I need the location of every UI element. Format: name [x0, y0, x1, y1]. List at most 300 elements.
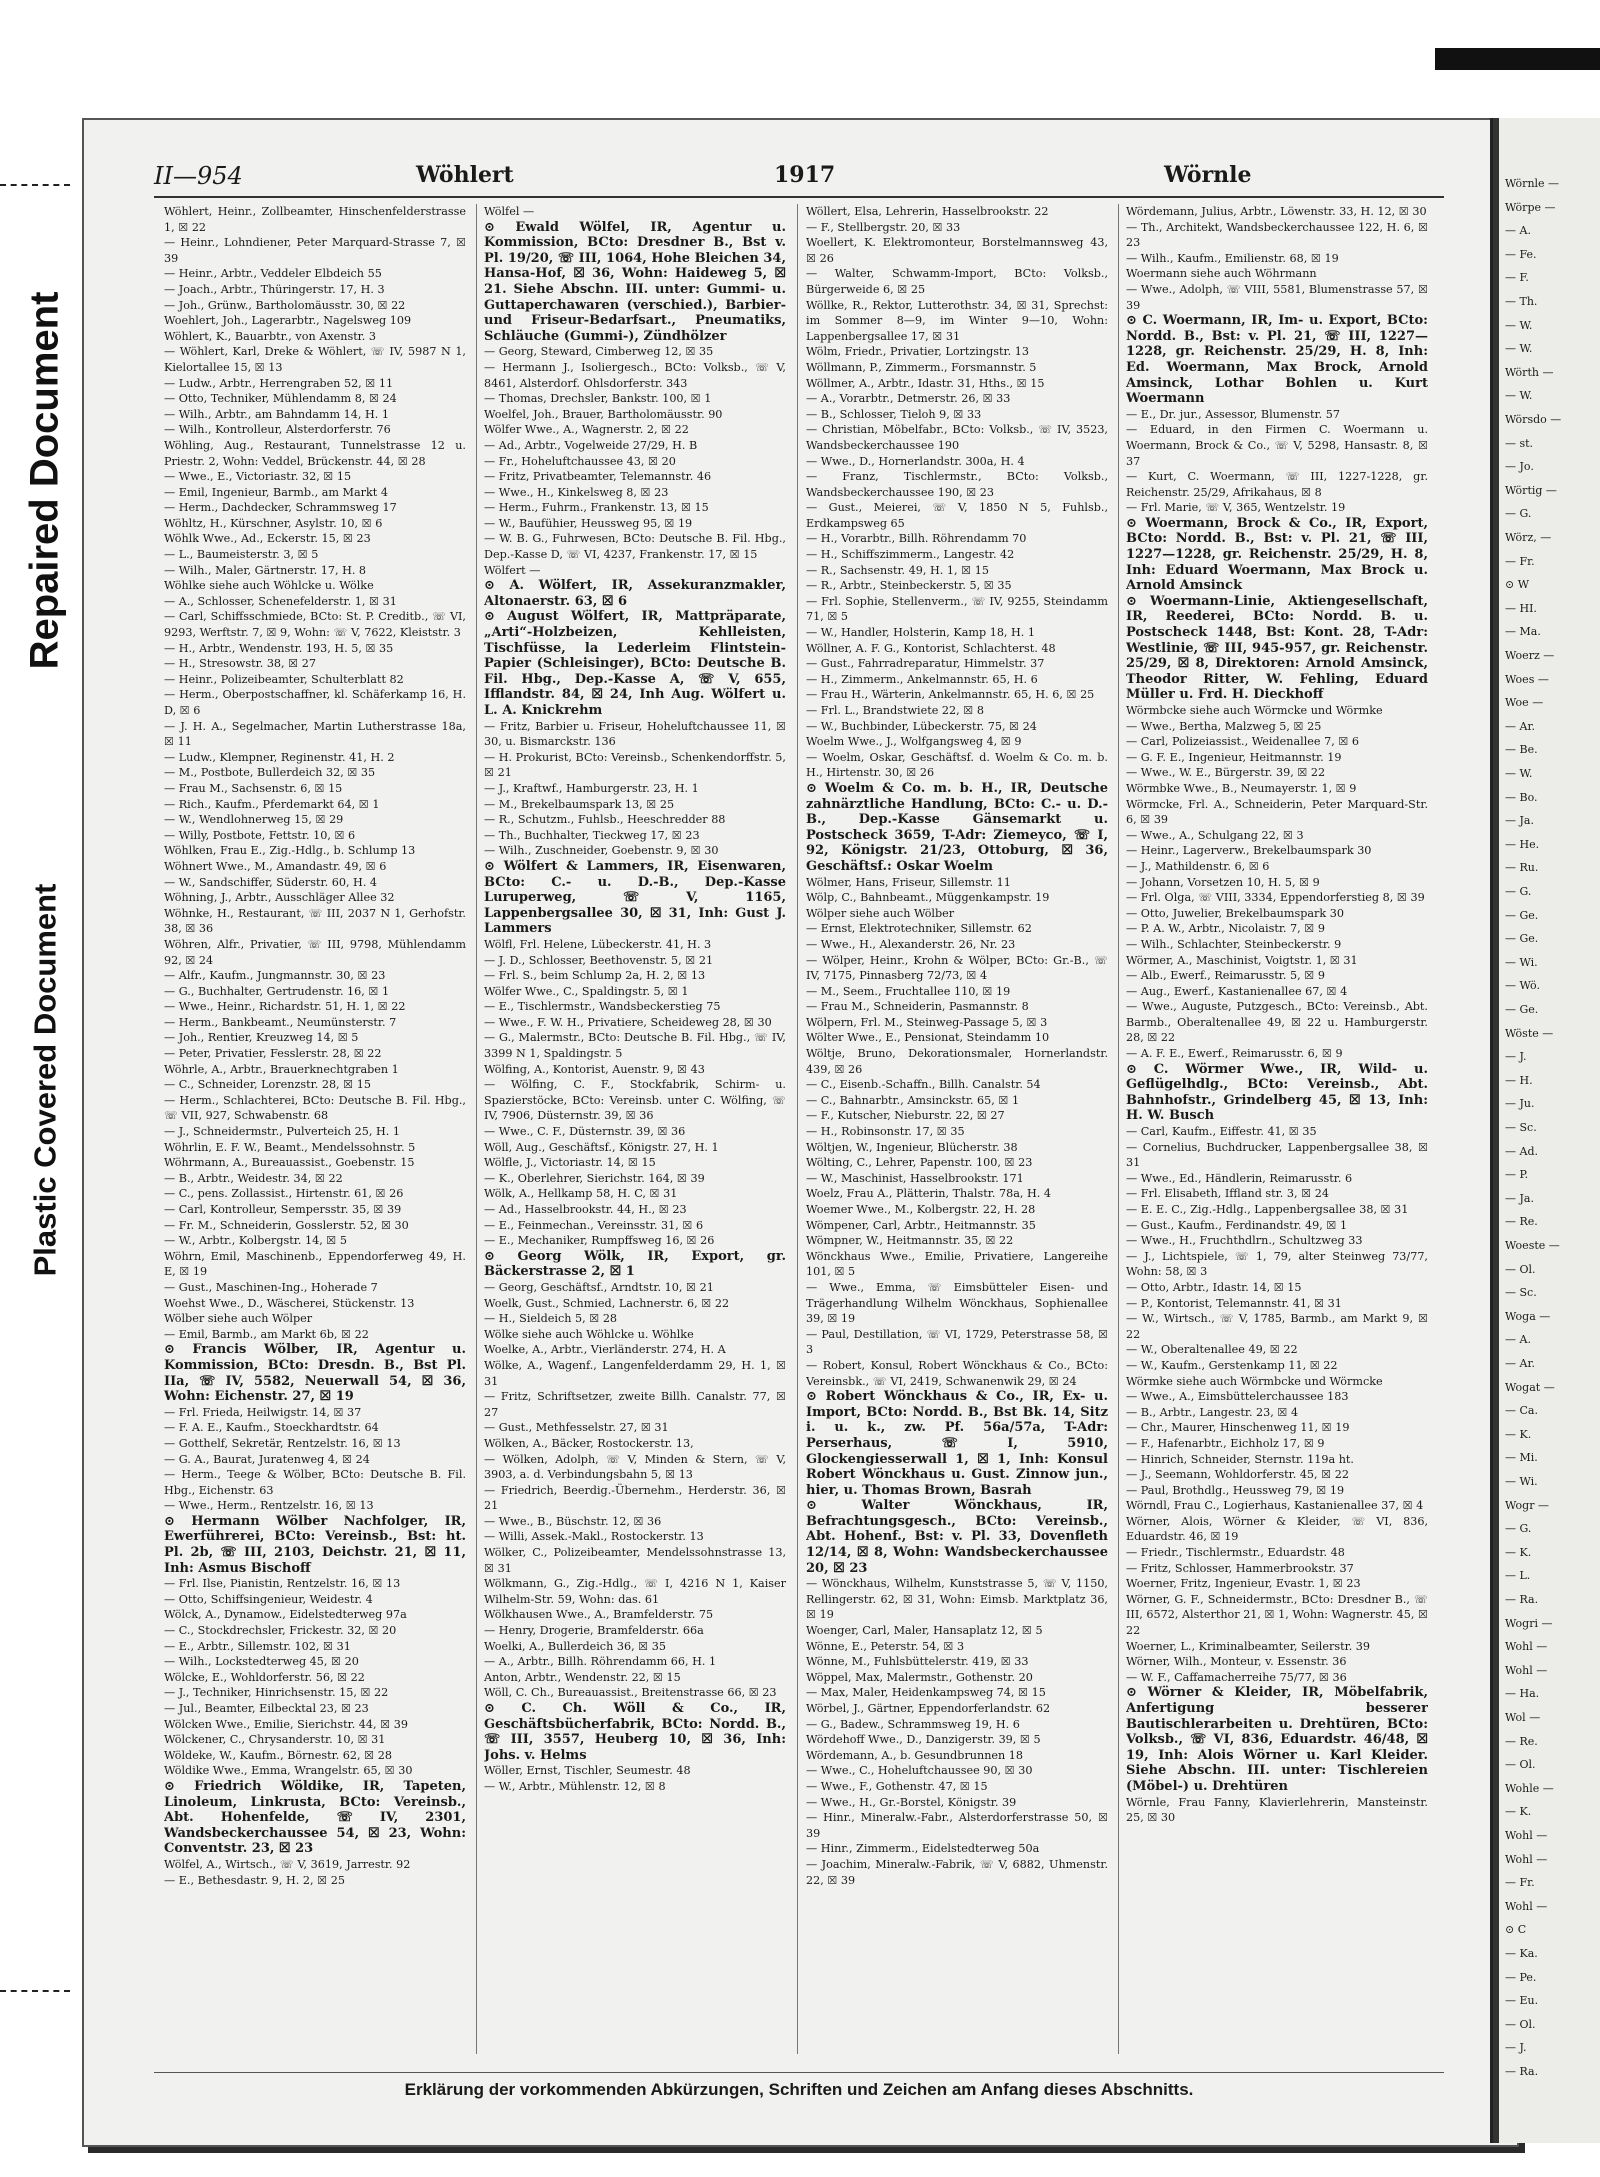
- directory-entry: Wöhnke, H., Restaurant, ☏ III, 2037 N 1, Gerhofstr. 38, ☒ 36: [164, 906, 466, 936]
- directory-entry: ⊙ Walter Wönckhaus, IR, Befrachtungsgesch., BCto: Vereinsb., Abt. Hohenf., Bst: v. Pl. 33, Dovenfleth 12/14, ☒ 8, Wohn: Wandsbeckerchaussee 20, ☒ 23: [806, 1498, 1108, 1576]
- next-page-fragment: — Ar.: [1505, 1357, 1535, 1370]
- directory-entry: — Herm., Dachdecker, Schrammsweg 17: [164, 501, 397, 515]
- directory-entry: — Alfr., Kaufm., Jungmannstr. 30, ☒ 23: [164, 969, 386, 983]
- directory-entry: — Herm., Oberpostschaffner, kl. Schäferkamp 16, H. D, ☒ 6: [164, 688, 466, 717]
- directory-entry: — Rich., Kaufm., Pferdemarkt 64, ☒ 1: [164, 797, 380, 811]
- next-page-fragment: — Fe.: [1505, 247, 1537, 261]
- next-page-fragment: Wörsdo —: [1505, 413, 1562, 426]
- directory-entry: — Carl, Schiffsschmiede, BCto: St. P. Creditb., ☏ VI, 9293, Werftstr. 7, ☒ 9, Wohn: ☏ V, 7622, Kleiststr. 3: [164, 610, 466, 640]
- directory-entry: — Carl, Kontrolleur, Sempersstr. 35, ☒ 39: [164, 1203, 402, 1216]
- directory-entry: — H. Prokurist, BCto: Vereinsb., Schenkendorffstr. 5, ☒ 21: [484, 750, 786, 780]
- next-page-fragment: Wol —: [1505, 1711, 1541, 1724]
- next-page-fragment: Wohl —: [1505, 1663, 1548, 1677]
- directory-entry: — E., Feinmechan., Vereinsstr. 31, ☒ 6: [484, 1218, 704, 1232]
- directory-entry: Wöppel, Max, Malermstr., Gothenstr. 20: [806, 1670, 1033, 1684]
- directory-entry: — Robert, Konsul, Robert Wönckhaus & Co., BCto: Vereinsbk., ☏ VI, 2419, Schwanenwik 29, ☒ 24: [806, 1358, 1108, 1388]
- directory-entry: ⊙ C. Wörmer Wwe., IR, Wild- u. Geflügelhdlg., BCto: Vereinsb., Abt. Bahnhofstr., Grindelberg 45, ☒ 13, Inh: H. W. Busch: [1126, 1061, 1428, 1124]
- directory-entry: Wöller, Ernst, Tischler, Seumestr. 48: [484, 1764, 691, 1778]
- directory-entry: Wölker, C., Polizeibeamter, Mendelssohnstrasse 13, ☒ 31: [484, 1546, 786, 1575]
- directory-entry: — B., Schlosser, Tieloh 9, ☒ 33: [806, 407, 982, 421]
- directory-entry: Wölfer Wwe., C., Spaldingstr. 5, ☒ 1: [484, 984, 689, 998]
- directory-entry: — Friedr., Tischlermstr., Eduardstr. 48: [1126, 1546, 1345, 1560]
- directory-entry: — Herm., Bankbeamt., Neumünsterstr. 7: [164, 1015, 397, 1029]
- directory-entry: Wölke siehe auch Wöhlcke u. Wöhlke: [484, 1327, 694, 1341]
- directory-entry: — Otto, Schiffsingenieur, Weidestr. 4: [164, 1592, 373, 1606]
- directory-entry: — Wwe., Herm., Rentzelstr. 16, ☒ 13: [164, 1499, 374, 1513]
- directory-entry: — E., Arbtr., Sillemstr. 102, ☒ 31: [164, 1639, 351, 1653]
- directory-entry: — Wölken, Adolph, ☏ V, Minden & Stern, ☏ V, 3903, a. d. Verbindungsbahn 5, ☒ 13: [484, 1452, 786, 1482]
- directory-entry: — F., Hafenarbtr., Eichholz 17, ☒ 9: [1126, 1436, 1325, 1450]
- directory-entry: — Otto, Techniker, Mühlendamm 8, ☒ 24: [164, 392, 397, 406]
- directory-entry: Wöhrmann, A., Bureauassist., Goebenstr. 15: [164, 1156, 415, 1170]
- next-page-fragment: — Ja.: [1505, 814, 1534, 828]
- next-page-fragment: Wohl —: [1505, 1829, 1548, 1842]
- directory-entry: — Fr., Hoheluftchaussee 43, ☒ 20: [484, 454, 676, 468]
- next-page-fragment: — Ge.: [1505, 932, 1539, 946]
- directory-entry: — Max, Maler, Heidenkampsweg 74, ☒ 15: [806, 1686, 1046, 1700]
- next-page-fragment: — G.: [1505, 885, 1532, 898]
- directory-entry: — Wwe., H., Kinkelsweg 8, ☒ 23: [484, 485, 669, 499]
- directory-entry: Wöhren, Alfr., Privatier, ☏ III, 9798, Mühlendamm 92, ☒ 24: [164, 937, 466, 967]
- directory-entry: ⊙ Francis Wölber, IR, Agentur u. Kommission, BCto: Dresdn. B., Bst Pl. IIa, ☏ IV, 5582, Neuerwall 54, ☒ 36, Wohn: Eichenstr. 27, ☒ 19: [164, 1342, 466, 1405]
- directory-entry: — F., Stellbergstr. 20, ☒ 33: [806, 220, 961, 234]
- directory-entry: Woelki, A., Bullerdeich 36, ☒ 35: [484, 1639, 666, 1653]
- directory-entry: — Wwe., H., Fruchthdlrn., Schultzweg 33: [1126, 1234, 1363, 1248]
- directory-entry: — E., Dr. jur., Assessor, Blumenstr. 57: [1126, 407, 1341, 421]
- column-divider: [1118, 204, 1119, 2054]
- directory-entry: Wöltje, Bruno, Dekorationsmaler, Hornerlandstr. 439, ☒ 26: [806, 1047, 1108, 1076]
- directory-entry: Wölk, A., Hellkamp 58, H. C, ☒ 31: [484, 1187, 678, 1201]
- next-page-fragment: — K.: [1505, 1545, 1532, 1559]
- directory-entry: — Herm., Fuhrm., Frankenstr. 13, ☒ 15: [484, 501, 709, 515]
- directory-entry: — Carl, Kaufm., Eiffestr. 41, ☒ 35: [1126, 1125, 1317, 1139]
- directory-entry: — G., Badew., Schrammsweg 19, H. 6: [806, 1717, 1020, 1731]
- next-page-fragment: Wörtig —: [1505, 483, 1557, 497]
- directory-entry: — Johann, Vorsetzen 10, H. 5, ☒ 9: [1126, 875, 1320, 889]
- directory-entry: Wömpener, Carl, Arbtr., Heitmannstr. 35: [806, 1218, 1036, 1232]
- directory-entry: — H., Schiffszimmerm., Langestr. 42: [806, 548, 1015, 562]
- directory-entry: — H., Zimmerm., Ankelmannstr. 65, H. 6: [806, 672, 1038, 686]
- directory-entry: Wörmke siehe auch Wörmbcke und Wörmcke: [1126, 1374, 1383, 1388]
- directory-entry: — Gust., Methfesselstr. 27, ☒ 31: [484, 1421, 669, 1435]
- directory-entry: — Gust., Fahrradreparatur, Himmelstr. 37: [806, 657, 1045, 671]
- directory-entry: Wölcken Wwe., Emilie, Sierichstr. 44, ☒ 39: [164, 1717, 408, 1731]
- directory-entry: Wölpern, Frl. M., Steinweg-Passage 5, ☒ 3: [806, 1015, 1048, 1029]
- directory-entry: — Fr. M., Schneiderin, Gosslerstr. 52, ☒ 30: [164, 1218, 409, 1232]
- directory-entry: — Wwe., H., Alexanderstr. 26, Nr. 23: [806, 937, 1016, 951]
- directory-entry: — E. E. C., Zig.-Hdlg., Lappenbergsallee 38, ☒ 31: [1126, 1203, 1409, 1216]
- directory-entry: — F. A. E., Kaufm., Stoeckhardtstr. 64: [164, 1421, 379, 1435]
- directory-entry: Woerner, L., Kriminalbeamter, Seilerstr. 39: [1126, 1639, 1371, 1653]
- next-page-fragment: — Wi.: [1505, 1475, 1538, 1488]
- directory-entry: — Fritz, Schriftsetzer, zweite Billh. Canalstr. 77, ☒ 27: [484, 1390, 786, 1419]
- directory-entry: — C., pens. Zollassist., Hirtenstr. 61, ☒ 26: [164, 1187, 404, 1201]
- directory-entry: — G. A., Baurat, Juratenweg 4, ☒ 24: [164, 1452, 370, 1466]
- next-page-fragment: — W.: [1505, 342, 1533, 356]
- directory-entry: Wöltjen, W., Ingenieur, Blücherstr. 38: [806, 1140, 1018, 1154]
- next-page-fragment: Wohl —: [1505, 1899, 1548, 1913]
- directory-entry: — Ernst, Elektrotechniker, Sillemstr. 62: [806, 922, 1032, 936]
- directory-entry: — Joachim, Mineralw.-Fabrik, ☏ V, 6882, Uhmenstr. 22, ☒ 39: [806, 1857, 1108, 1887]
- next-page-fragment: — A.: [1505, 224, 1531, 238]
- next-page-fragment: — Ha.: [1505, 1687, 1540, 1701]
- directory-entry: — B., Arbtr., Weidestr. 34, ☒ 22: [164, 1171, 343, 1185]
- directory-entry: — Herm., Schlachterei, BCto: Deutsche B. Fil. Hbg., ☏ VII, 927, Schwabenstr. 68: [164, 1093, 466, 1123]
- directory-entry: — Cornelius, Buchdrucker, Lappenbergsallee 38, ☒ 31: [1126, 1140, 1428, 1170]
- directory-entry: — W., Wirtsch., ☏ V, 1785, Barmb., am Markt 9, ☒ 22: [1126, 1312, 1428, 1341]
- directory-entry: Wömpner, W., Heitmannstr. 35, ☒ 22: [806, 1234, 1014, 1248]
- directory-entry: Wölter Wwe., E., Pensionat, Steindamm 10: [806, 1031, 1050, 1045]
- directory-entry: Wöhling, Aug., Restaurant, Tunnelstrasse 12 u. Priestr. 2, Wohn: Veddel, Brückenstr. 44, ☒ 28: [164, 438, 466, 468]
- directory-entry: — A., Vorarbtr., Detmerstr. 26, ☒ 33: [806, 392, 1011, 406]
- directory-entry: — Willi, Assek.-Makl., Rostockerstr. 13: [484, 1530, 704, 1544]
- directory-entry: — Wwe., W. E., Bürgerstr. 39, ☒ 22: [1126, 766, 1326, 780]
- directory-entry: Wöhnert Wwe., M., Amandastr. 49, ☒ 6: [164, 859, 387, 873]
- directory-entry: — J., Schneidermstr., Pulverteich 25, H. 1: [164, 1125, 400, 1139]
- directory-entry: Wöhlert, K., Bauarbtr., von Axenstr. 3: [164, 329, 377, 343]
- directory-entry: — Wwe., Ed., Händlerin, Reimarusstr. 6: [1126, 1171, 1353, 1185]
- next-page-fragment: — Mi.: [1505, 1451, 1538, 1465]
- directory-entry: — Wilh., Lockstedterweg 45, ☒ 20: [164, 1655, 359, 1669]
- column-divider: [476, 204, 477, 2054]
- next-page-fragment: — Ol.: [1505, 1758, 1536, 1772]
- directory-entry: — Heinr., Lagerverw., Brekelbaumspark 30: [1126, 844, 1372, 858]
- directory-entry: — R., Schutzm., Fuhlsb., Heeschredder 88: [484, 813, 726, 827]
- directory-entry: — Ad., Arbtr., Vogelweide 27/29, H. B: [484, 438, 698, 452]
- directory-entry: — P., Kontorist, Telemannstr. 41, ☒ 31: [1126, 1296, 1342, 1310]
- directory-entry: — Gotthelf, Sekretär, Rentzelstr. 16, ☒ 13: [164, 1436, 401, 1450]
- directory-entry: Wörnle, Frau Fanny, Klavierlehrerin, Mansteinstr. 25, ☒ 30: [1126, 1795, 1428, 1825]
- next-page-fragment: Wörz, —: [1505, 531, 1552, 544]
- next-page-fragment: — Ca.: [1505, 1404, 1538, 1418]
- directory-entry: Wöllke, R., Rektor, Lutterothstr. 34, ☒ 31, Sprechst: im Sommer 8—9, im Winter 9—10, Wohn: Lappenbergsallee 17, ☒ 31: [806, 298, 1108, 343]
- directory-entry: — Hinr., Zimmerm., Eidelstedterweg 50a: [806, 1842, 1040, 1856]
- next-page-fragment: — K.: [1505, 1427, 1532, 1441]
- directory-entry: — Wilh., Kontrolleur, Alsterdorferstr. 76: [164, 423, 391, 437]
- directory-entry: Wöll, C. Ch., Bureauassist., Breitenstrasse 66, ☒ 23: [484, 1686, 777, 1700]
- directory-entry: — Wwe., E., Victoriastr. 32, ☒ 15: [164, 470, 352, 484]
- directory-entry: — P. A. W., Arbtr., Nicolaistr. 7, ☒ 9: [1126, 922, 1325, 936]
- directory-entry: — W., Kaufm., Gerstenkamp 11, ☒ 22: [1126, 1358, 1338, 1372]
- directory-entry: Woelfel, Joh., Brauer, Bartholomäusstr. 90: [484, 407, 723, 421]
- next-page-fragment: Wogr —: [1505, 1498, 1549, 1512]
- directory-entry: Wöhltz, H., Kürschner, Asylstr. 10, ☒ 6: [164, 516, 383, 530]
- directory-entry: — M., Postbote, Bullerdeich 32, ☒ 35: [164, 766, 376, 780]
- next-page-fragment: Woe —: [1505, 696, 1544, 710]
- directory-entry: — Wwe., F., Gothenstr. 47, ☒ 15: [806, 1779, 988, 1793]
- next-page-edge: [1490, 118, 1600, 2143]
- directory-entry: Wörbel, J., Gärtner, Eppendorferlandstr. 62: [806, 1702, 1051, 1715]
- directory-column-2: [484, 204, 786, 2104]
- next-page-fragment: — Bo.: [1505, 790, 1538, 804]
- directory-entry: Wönne, E., Peterstr. 54, ☒ 3: [806, 1639, 965, 1653]
- header-year: 1917: [774, 162, 836, 188]
- directory-entry: — Peter, Privatier, Fesslerstr. 28, ☒ 22: [164, 1047, 382, 1061]
- next-page-fragment: — Ge.: [1505, 1003, 1539, 1016]
- directory-column-3: [806, 204, 1108, 2104]
- directory-entry: Woerner, Fritz, Ingenieur, Evastr. 1, ☒ 23: [1126, 1577, 1361, 1591]
- directory-entry: — Wwe., A., Eimsbüttelerchaussee 183: [1126, 1390, 1349, 1404]
- directory-entry: Wöllmann, P., Zimmerm., Forsmannstr. 5: [806, 360, 1037, 374]
- scan-edge-mark-top: [0, 184, 70, 186]
- directory-entry: Wörner, Wilh., Monteur, v. Essenstr. 36: [1126, 1655, 1347, 1669]
- directory-entry: Anton, Arbtr., Wendenstr. 22, ☒ 15: [484, 1670, 681, 1684]
- directory-entry: — H., Stresowstr. 38, ☒ 27: [164, 657, 316, 671]
- page-header: [154, 162, 1444, 192]
- directory-entry: — Wilh., Arbtr., am Bahndamm 14, H. 1: [164, 407, 390, 421]
- directory-entry: — C., Eisenb.-Schaffn., Billh. Canalstr. 54: [806, 1078, 1041, 1092]
- directory-entry: — Wwe., B., Büschstr. 12, ☒ 36: [484, 1514, 662, 1528]
- repaired-document-text: Repaired Document: [22, 291, 67, 669]
- directory-entry: Wörmbke Wwe., B., Neumayerstr. 1, ☒ 9: [1126, 781, 1357, 795]
- next-page-fragment: — W.: [1505, 767, 1533, 780]
- directory-entry: — Wwe., C. F., Düsternstr. 39, ☒ 36: [484, 1125, 686, 1139]
- directory-entry: — Walter, Schwamm-Import, BCto: Volksb., Bürgerweide 6, ☒ 25: [806, 267, 1108, 296]
- directory-entry: — W., Baufühier, Heussweg 95, ☒ 19: [484, 516, 693, 530]
- directory-entry: — Frl. L., Brandstwiete 22, ☒ 8: [806, 704, 984, 717]
- directory-entry: — Wölfing, C. F., Stockfabrik, Schirm- u. Spazierstöcke, BCto: Vereinsb. unter C. Wölfing, ☏ IV, 7906, Düsternstr. 39, ☒ 36: [484, 1078, 786, 1123]
- next-page-fragment: Wöste —: [1505, 1026, 1554, 1040]
- directory-entry: — Frl. Marie, ☏ V, 365, Wentzelstr. 19: [1126, 501, 1346, 515]
- directory-entry: — Frl. Olga, ☏ VIII, 3334, Eppendorferstieg 8, ☒ 39: [1126, 891, 1425, 905]
- directory-entry: ⊙ August Wölfert, IR, Mattpräparate, „Arti“-Holzbeizen, Kehlleisten, Tischfüsse, la Lederleim Flintstein-Papier (Schleisinger), BCto: Deutsche B. Fil. Hbg., Dep.-Kasse A, ☏ V, 655, Ifflandstr. 84, ☒ 24, Inh Aug. Wölfert u. L. A. Knickrehm: [484, 609, 786, 718]
- next-page-fragment: — Ol.: [1505, 2017, 1536, 2031]
- directory-entry: — Heinr., Arbtr., Veddeler Elbdeich 55: [164, 267, 382, 281]
- directory-entry: — Ludw., Arbtr., Herrengraben 52, ☒ 11: [164, 376, 394, 390]
- directory-entry: — Hermann J., Isoliergesch., BCto: Volksb., ☏ V, 8461, Alsterdorf. Ohlsdorferstr. 343: [484, 360, 786, 390]
- directory-entry: Wörndl, Frau C., Logierhaus, Kastanienallee 37, ☒ 4: [1126, 1499, 1424, 1513]
- next-page-fragment: — Fr.: [1505, 1876, 1535, 1890]
- directory-entry: — Fritz, Privatbeamter, Telemannstr. 46: [484, 470, 712, 484]
- directory-entry: Wördehoff Wwe., D., Danzigerstr. 39, ☒ 5: [806, 1733, 1041, 1747]
- directory-entry: — Wönckhaus, Wilhelm, Kunststrasse 5, ☏ V, 1150, Rellingerstr. 62, ☒ 31, Wohn: Eimsb. Marktplatz 36, ☒ 19: [806, 1577, 1108, 1622]
- directory-entry: — Wwe., H., Gr.-Borstel, Königstr. 39: [806, 1795, 1017, 1809]
- directory-entry: — Wwe., C., Hoheluftchaussee 90, ☒ 30: [806, 1764, 1033, 1778]
- directory-column-4: [1126, 204, 1428, 2104]
- next-page-fragment: Woeste —: [1505, 1239, 1560, 1252]
- next-page-fragment: — Re.: [1505, 1215, 1538, 1229]
- directory-entry: — Gust., Maschinen-Ing., Hoherade 7: [164, 1280, 378, 1294]
- directory-entry: — Friedrich, Beerdig.-Übernehm., Herderstr. 36, ☒ 21: [484, 1483, 786, 1513]
- directory-entry: — Willy, Postbote, Fettstr. 10, ☒ 6: [164, 828, 356, 842]
- directory-entry: — W., Arbtr., Mühlenstr. 12, ☒ 8: [484, 1779, 666, 1793]
- directory-entry: Wöhrn, Emil, Maschinenb., Eppendorferweg 49, H. E, ☒ 19: [164, 1249, 466, 1279]
- directory-entry: — K., Oberlehrer, Sierichstr. 164, ☒ 39: [484, 1171, 705, 1185]
- directory-entry: Wöll, Aug., Geschäftsf., Königstr. 27, H. 1: [484, 1140, 719, 1154]
- directory-entry: — A., Arbtr., Billh. Röhrendamm 66, H. 1: [484, 1655, 717, 1669]
- directory-entry: Wölper siehe auch Wölber: [806, 906, 955, 920]
- directory-entry: — Gust., Meierei, ☏ V, 1850 N 5, Fuhlsb., Erdkampsweg 65: [806, 501, 1108, 530]
- directory-entry: Wölken, A., Bäcker, Rostockerstr. 13,: [484, 1436, 694, 1450]
- directory-entry: Woelm Wwe., J., Wolfgangsweg 4, ☒ 9: [806, 735, 1022, 749]
- directory-entry: — J., Mathildenstr. 6, ☒ 6: [1126, 859, 1270, 873]
- directory-entry: Wönne, M., Fuhlsbüttelerstr. 419, ☒ 33: [806, 1655, 1029, 1669]
- directory-entry: — R., Arbtr., Steinbeckerstr. 5, ☒ 35: [806, 579, 1012, 593]
- directory-entry: Wöllert, Elsa, Lehrerin, Hasselbrookstr. 22: [806, 205, 1049, 218]
- next-page-fragment: — K.: [1505, 1805, 1532, 1819]
- directory-entry: Woenger, Carl, Maler, Hansaplatz 12, ☒ 5: [806, 1624, 1043, 1638]
- next-page-fragment: — P.: [1505, 1168, 1529, 1182]
- directory-entry: — G. F. E., Ingenieur, Heitmannstr. 19: [1126, 750, 1342, 764]
- directory-entry: Wölfle, J., Victoriastr. 14, ☒ 15: [484, 1156, 656, 1170]
- plastic-covered-label: [10, 800, 80, 1360]
- directory-entry: Woehlert, Joh., Lagerarbtr., Nagelsweg 109: [164, 314, 412, 328]
- directory-entry: Wördemann, Julius, Arbtr., Löwenstr. 33, H. 12, ☒ 30: [1126, 205, 1427, 218]
- directory-entry: ⊙ Ewald Wölfel, IR, Agentur u. Kommission, BCto: Dresdner B., Bst v. Pl. 19/20, ☏ III, 1064, Hohe Bleichen 34, Hansa-Hof, ☒ 36, Wohn: Haideweg 5, ☒ 21. Siehe Abschn. III. unter: Gummi- u. Guttaperchawaren (verschied.), Barbier- und Friseur-Bedarfsart., Pneumatiks, Schläuche (Gummi-), Zündhölzer: [484, 219, 786, 344]
- directory-entry: — Joach., Arbtr., Thüringerstr. 17, H. 3: [164, 282, 385, 296]
- directory-entry: — Wwe., D., Hornerlandstr. 300a, H. 4: [806, 454, 1025, 468]
- directory-entry: — Frl. S., beim Schlump 2a, H. 2, ☒ 13: [484, 969, 706, 983]
- directory-entry: — Joh., Grünw., Bartholomäusstr. 30, ☒ 22: [164, 298, 406, 312]
- next-page-fragment: Wogat —: [1505, 1380, 1555, 1394]
- next-page-fragment: — J.: [1505, 1050, 1527, 1064]
- next-page-fragment: — F.: [1505, 271, 1529, 285]
- next-page-fragment: ⊙ W: [1505, 578, 1530, 592]
- next-page-fragment: — He.: [1505, 837, 1540, 851]
- next-page-fragment: — Sc.: [1505, 1286, 1537, 1300]
- next-page-fragment: — G.: [1505, 507, 1532, 521]
- directory-entry: — Paul, Brothdlg., Heussweg 79, ☒ 19: [1126, 1483, 1345, 1497]
- directory-entry: — Wilh., Schlachter, Steinbeckerstr. 9: [1126, 937, 1342, 951]
- next-page-fragment: Wohl —: [1505, 1852, 1548, 1866]
- next-page-fragment: — Ma.: [1505, 625, 1541, 639]
- next-page-fragment: — Eu.: [1505, 1994, 1539, 2008]
- next-page-fragment: — Ka.: [1505, 1947, 1538, 1960]
- directory-entry: — C., Bahnarbtr., Amsinckstr. 65, ☒ 1: [806, 1093, 1020, 1107]
- directory-entry: — W., Wendlohnerweg 15, ☒ 29: [164, 813, 344, 827]
- directory-entry: — Joh., Rentier, Kreuzweg 14, ☒ 5: [164, 1031, 359, 1045]
- directory-entry: — R., Sachsenstr. 49, H. 1, ☒ 15: [806, 563, 989, 577]
- directory-entry: — H., Arbtr., Wendenstr. 193, H. 5, ☒ 35: [164, 641, 394, 655]
- directory-entry: Wörmbcke siehe auch Wörmcke und Wörmke: [1126, 704, 1383, 717]
- directory-entry: Woelke, A., Arbtr., Vierländerstr. 274, H. A: [484, 1343, 726, 1357]
- directory-entry: — M., Brekelbaumspark 13, ☒ 25: [484, 797, 675, 811]
- header-rule: [154, 196, 1444, 198]
- next-page-fragment: — HI.: [1505, 601, 1537, 615]
- repaired-document-label: [10, 200, 80, 760]
- next-page-fragment: — Th.: [1505, 295, 1538, 308]
- directory-entry: — Henry, Drogerie, Bramfelderstr. 66a: [484, 1624, 704, 1638]
- directory-entry: — Jul., Beamter, Eilbecktal 23, ☒ 23: [164, 1702, 369, 1715]
- directory-entry: — Wwe., Emma, ☏ Eimsbütteler Eisen- und Trägerhandlung Wilhelm Wönckhaus, Sophienallee 39, ☒ 19: [806, 1280, 1108, 1326]
- directory-entry: Wörmcke, Frl. A., Schneiderin, Peter Marquard-Str. 6, ☒ 39: [1126, 797, 1428, 827]
- directory-entry: — E., Tischlermstr., Wandsbeckerstieg 75: [484, 1000, 721, 1014]
- directory-entry: Wölfl, Frl. Helene, Lübeckerstr. 41, H. 3: [484, 937, 712, 951]
- directory-entry: — Thomas, Drechsler, Bankstr. 100, ☒ 1: [484, 392, 712, 406]
- directory-entry: Wörmer, A., Maschinist, Voigtstr. 1, ☒ 31: [1126, 953, 1358, 967]
- directory-entry: — H., Sieldeich 5, ☒ 28: [484, 1312, 618, 1326]
- directory-entry: — Wwe., A., Schulgang 22, ☒ 3: [1126, 828, 1304, 842]
- directory-entry: ⊙ A. Wölfert, IR, Assekuranzmakler, Altonaerstr. 63, ☒ 6: [484, 578, 786, 609]
- directory-entry: — Christian, Möbelfabr., BCto: Volksb., ☏ IV, 3523, Wandsbeckerchaussee 190: [806, 423, 1108, 452]
- next-page-fragment: — Jo.: [1505, 460, 1534, 474]
- directory-entry: Woelz, Frau A., Plätterin, Thalstr. 78a, H. 4: [806, 1187, 1051, 1201]
- directory-entry: Woelk, Gust., Schmied, Lachnerstr. 6, ☒ 22: [484, 1296, 730, 1310]
- directory-entry: — E., Bethesdastr. 9, H. 2, ☒ 25: [164, 1873, 345, 1887]
- directory-entry: — J., Kraftwf., Hamburgerstr. 23, H. 1: [484, 781, 699, 795]
- directory-entry: — F., Kutscher, Nieburstr. 22, ☒ 27: [806, 1109, 1005, 1123]
- directory-entry: — Chr., Maurer, Hinschenweg 11, ☒ 19: [1126, 1421, 1350, 1435]
- next-page-fragment: — Be.: [1505, 743, 1538, 757]
- directory-entry: Wölfel —: [484, 205, 535, 218]
- next-page-fragment: Wohl —: [1505, 1640, 1548, 1654]
- directory-entry: — A., Schlosser, Schenefelderstr. 1, ☒ 31: [164, 594, 397, 608]
- directory-entry: — Heinr., Lohndiener, Peter Marquard-Strasse 7, ☒ 39: [164, 236, 466, 265]
- directory-entry: Wörner, Alois, Wörner & Kleider, ☏ VI, 836, Eduardstr. 46, ☒ 19: [1126, 1514, 1428, 1544]
- directory-entry: — J. H. A., Segelmacher, Martin Lutherstrasse 18a, ☒ 11: [164, 719, 466, 749]
- directory-entry: — A. F. E., Ewerf., Reimarusstr. 6, ☒ 9: [1126, 1047, 1343, 1061]
- directory-entry: — Wwe., Auguste, Putzgesch., BCto: Vereinsb., Abt. Barmb., Oberaltenallee 49, ☒ 22 u. Hamburgerstr. 28, ☒ 22: [1126, 1000, 1428, 1045]
- directory-entry: — Frau H., Wärterin, Ankelmannstr. 65, H. 6, ☒ 25: [806, 688, 1095, 702]
- directory-entry: Wölfing, A., Kontorist, Auenstr. 9, ☒ 43: [484, 1062, 705, 1076]
- directory-entry: — W., Handler, Holsterin, Kamp 18, H. 1: [806, 626, 1036, 640]
- directory-entry: Wöllner, A. F. G., Kontorist, Schlachterst. 48: [806, 641, 1056, 655]
- directory-entry: — J., Lichtspiele, ☏ 1, 79, alter Steinweg 73/77, Wohn: 58, ☒ 3: [1126, 1249, 1428, 1279]
- directory-entry: — Georg, Steward, Cimberweg 12, ☒ 35: [484, 345, 714, 359]
- directory-entry: Wöldeke, W., Kaufm., Börnestr. 62, ☒ 28: [164, 1748, 392, 1762]
- next-page-fragment: — Pe.: [1505, 1970, 1537, 1984]
- directory-entry: Wölfert —: [484, 563, 541, 577]
- directory-entry: — Frl. Ilse, Pianistin, Rentzelstr. 16, ☒ 13: [164, 1577, 401, 1591]
- page-number: II—954: [154, 162, 243, 190]
- next-page-fragment: Woerz —: [1505, 649, 1555, 662]
- directory-entry: — Wwe., Heinr., Richardstr. 51, H. 1, ☒ 22: [164, 1000, 406, 1014]
- directory-entry: — Th., Buchhalter, Tieckweg 17, ☒ 23: [484, 828, 700, 842]
- directory-entry: ⊙ C. Ch. Wöll & Co., IR, Geschäftsbücherfabrik, BCto: Nordd. B., ☏ III, 3557, Heuberg 10, ☒ 36, Inh: Johs. v. Helms: [484, 1701, 786, 1763]
- directory-entry: Wölber siehe auch Wölper: [164, 1312, 313, 1326]
- directory-entry: ⊙ Woermann-Linie, Aktiengesellschaft, IR, Reederei, BCto: Nordd. B. u. Postscheck 1448, Bst: Kont. 28, T-Adr: Westlinie, ☏ III, 945-957, gr. Reichenstr. 25/29, ☒ 8, Direktoren: Arnold Amsinck, Theodor Ritter, W. Fehling, Eduard Müller u. Frd. H. Dieckhoff: [1126, 593, 1428, 703]
- next-page-fragment: Woga —: [1505, 1309, 1551, 1323]
- directory-entry: ⊙ Hermann Wölber Nachfolger, IR, Ewerführerei, BCto: Vereinsb., Bst: ht. Pl. 2b, ☏ III, 2103, Deichstr. 21, ☒ 11, Inh: Asmus Bischoff: [164, 1513, 466, 1576]
- directory-entry: — Franz, Tischlermstr., BCto: Volksb., Wandsbeckerchaussee 190, ☒ 23: [806, 470, 1108, 499]
- directory-entry: — Carl, Polizeiassist., Weidenallee 7, ☒ 6: [1126, 735, 1360, 749]
- next-page-fragment: Woes —: [1505, 672, 1549, 686]
- next-page-fragment: — Ol.: [1505, 1262, 1536, 1276]
- next-page-fragment: — Ar.: [1505, 719, 1535, 733]
- directory-entry: — G., Malermstr., BCto: Deutsche B. Fil. Hbg., ☏ IV, 3399 N 1, Spaldingstr. 5: [484, 1031, 786, 1061]
- next-page-fragment: — Ja.: [1505, 1191, 1534, 1205]
- directory-entry: Wölkmann, G., Zig.-Hdlg., ☏ I, 4216 N 1, Kaiser Wilhelm-Str. 59, Wohn: das. 61: [484, 1577, 786, 1606]
- directory-entry: Wöllmer, A., Arbtr., Idastr. 31, Hths., ☒ 15: [806, 376, 1045, 390]
- next-page-fragment: — J.: [1505, 2041, 1527, 2055]
- next-page-fragment: — Ra.: [1505, 1593, 1539, 1606]
- directory-entry: — Fritz, Barbier u. Friseur, Hoheluftchaussee 11, ☒ 30, u. Bismarckstr. 136: [484, 719, 786, 749]
- binding-shadow: [1493, 118, 1499, 2143]
- directory-entry: — Otto, Juwelier, Brekelbaumspark 30: [1126, 906, 1344, 920]
- directory-entry: — W., Maschinist, Hasselbrookstr. 171: [806, 1171, 1024, 1185]
- directory-entry: — Wwe., Bertha, Malzweg 5, ☒ 25: [1126, 719, 1322, 733]
- page-content: [154, 162, 1444, 2122]
- next-page-fragment: Wörth —: [1505, 365, 1554, 379]
- next-page-fragment: — A.: [1505, 1333, 1531, 1347]
- footer-rule: [154, 2072, 1444, 2073]
- directory-entry: — Kurt, C. Woermann, ☏ III, 1227-1228, gr. Reichenstr. 25/29, Afrikahaus, ☒ 8: [1126, 470, 1428, 499]
- directory-entry: Wöhlert, Heinr., Zollbeamter, Hinschenfelderstrasse 1, ☒ 22: [164, 205, 466, 234]
- directory-entry: Woellert, K. Elektromonteur, Borstelmannsweg 43, ☒ 26: [806, 236, 1108, 265]
- directory-entry: Wölm, Friedr., Privatier, Lortzingstr. 13: [806, 345, 1029, 359]
- directory-entry: Wönckhaus Wwe., Emilie, Privatiere, Langereihe 101, ☒ 5: [806, 1249, 1108, 1279]
- directory-entry: Wölkhausen Wwe., A., Bramfelderstr. 75: [484, 1608, 714, 1622]
- directory-entry: — Frau M., Sachsenstr. 6, ☒ 15: [164, 781, 343, 795]
- directory-entry: Wöhlk Wwe., Ad., Eckerstr. 15, ☒ 23: [164, 532, 371, 546]
- directory-entry: — Ludw., Klempner, Reginenstr. 41, H. 2: [164, 750, 395, 764]
- next-page-fragment: — Re.: [1505, 1734, 1538, 1748]
- directory-entry: ⊙ Georg Wölk, IR, Export, gr. Bäckerstrasse 2, ☒ 1: [484, 1248, 786, 1280]
- next-page-fragment: Wohle —: [1505, 1781, 1554, 1795]
- header-first-entry: Wöhlert: [416, 162, 514, 188]
- directory-entry: — Ad., Hasselbrookstr. 44, H., ☒ 23: [484, 1203, 687, 1216]
- directory-entry: Wöhlke siehe auch Wöhlcke u. Wölke: [164, 579, 374, 593]
